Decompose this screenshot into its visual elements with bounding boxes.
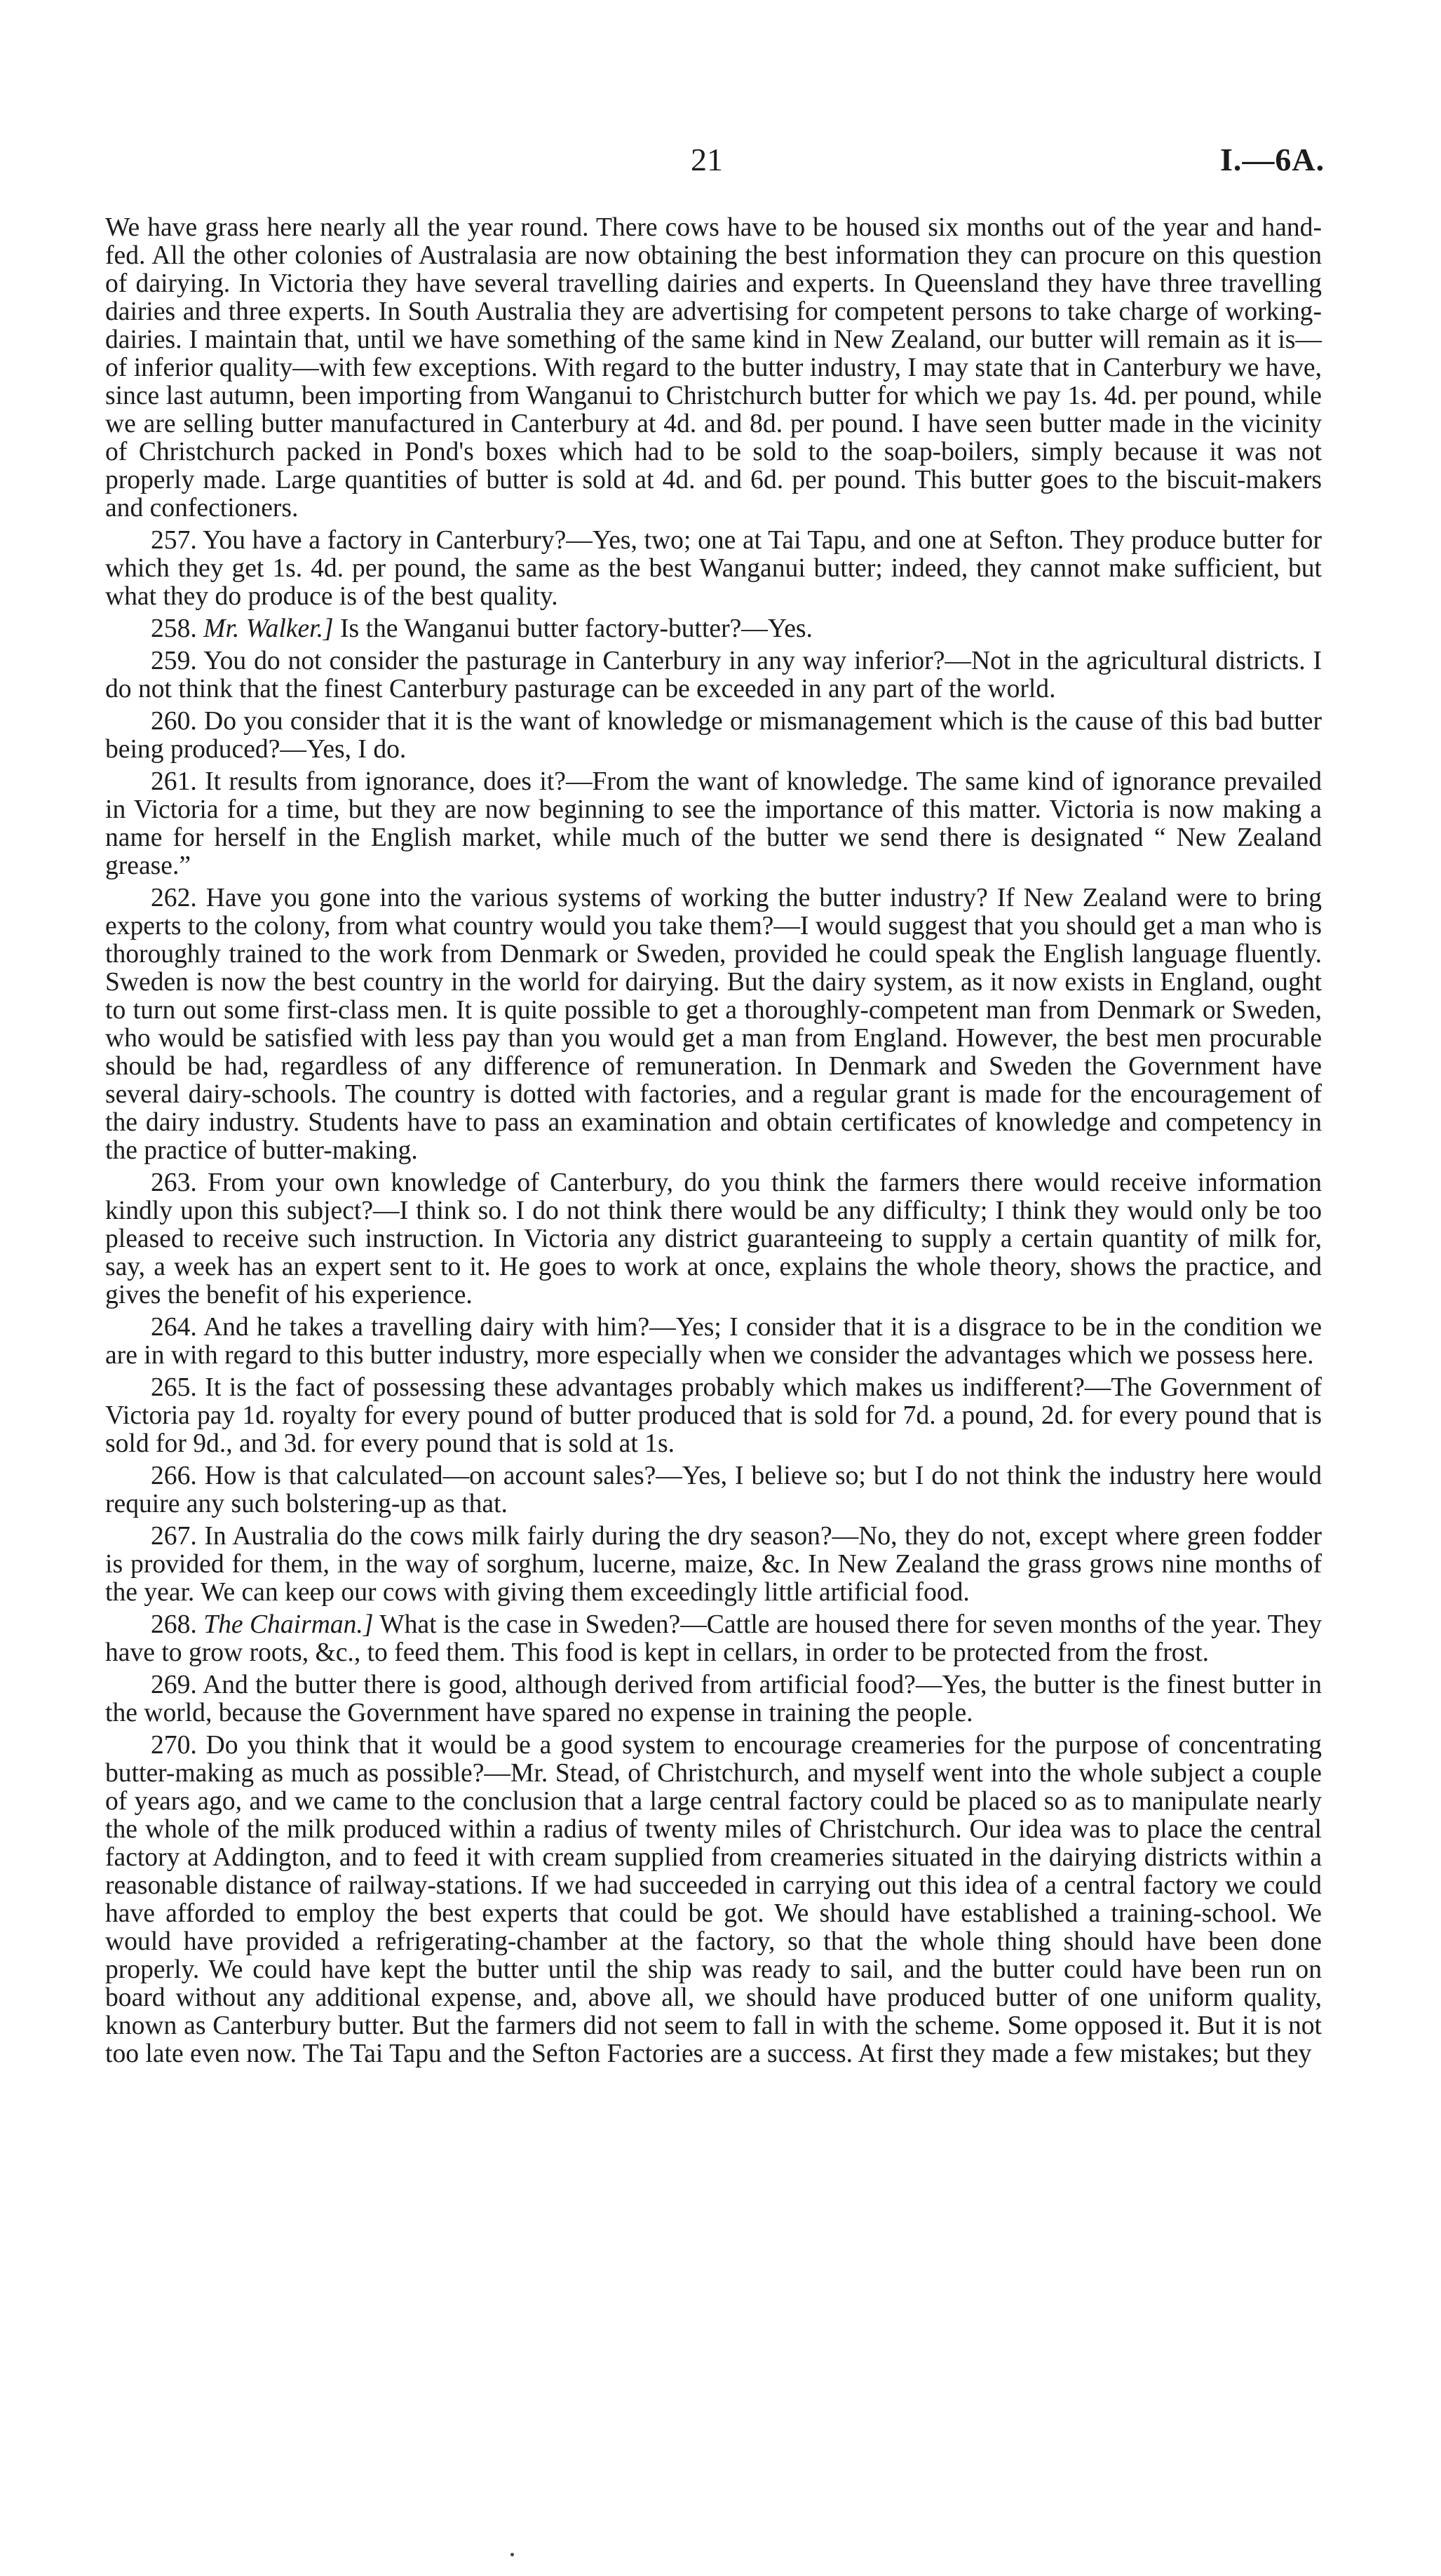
paragraph-265: 265. It is the fact of possessing these advantages probably which makes us indifferent?—The Government of Victoria pay 1d. royalty for every pound of butter produced that is sold for 7d. a pound, 2d. for every pound that is sold for 9d., and 3d. for every pound that is sold at 1s.: [105, 1373, 1322, 1458]
paragraph-text: Is the Wanganui butter factory-butter?—Yes.: [333, 614, 813, 643]
paragraph-text: What is the case in Sweden?—Cattle are housed there for seven months of the year. They have to grow roots, &c., to feed them. This food is kept in cellars, in order to be protected from the frost.: [105, 1610, 1322, 1667]
question-number: 258.: [151, 614, 197, 643]
print-speck: [510, 2553, 514, 2556]
paragraph-269: 269. And the butter there is good, although derived from artificial food?—Yes, the butter is the finest butter in the world, because the Government have spared no expense in training the people.: [105, 1671, 1322, 1727]
paragraph-261: 261. It results from ignorance, does it?—From the want of knowledge. The same kind of ignorance prevailed in Victoria for a time, but they are now beginning to see the importance of this matter. Victoria is now making a name for herself in the English market, while much of the butter we send there is designated “ New Zealand grease.”: [105, 767, 1322, 880]
speaker-label: The Chairman.]: [203, 1610, 374, 1639]
document-reference: I.—6A.: [1220, 142, 1325, 177]
paragraph-262: 262. Have you gone into the various systems of working the butter industry? If New Zealand were to bring experts to the colony, from what country would you take them?—I would suggest that you should get a man who is thoroughly trained to the work from Denmark or Sweden, provided he could speak the English language fluently. Sweden is now the best country in the world for dairying. But the dairy system, as it now exists in England, ought to turn out some first-class men. It is quite possible to get a thoroughly-competent man from Denmark or Sweden, who would be satisfied with less pay than you would get a man from England. However, the best men procurable should be had, regardless of any difference of remuneration. In Denmark and Sweden the Government have several dairy-schools. The country is dotted with factories, and a regular grant is made for the encouragement of the dairy industry. Students have to pass an examination and obtain certificates of knowledge and competency in the practice of butter-making.: [105, 884, 1322, 1165]
paragraph-260: 260. Do you consider that it is the want of knowledge or mismanagement which is the cause of this bad butter being produced?—Yes, I do.: [105, 707, 1322, 764]
paragraph-268: [105, 1611, 1322, 1667]
page-body: [105, 214, 1322, 2068]
paragraph-270: 270. Do you think that it would be a good system to encourage creameries for the purpose of concentrating butter-making as much as possible?—Mr. Stead, of Christchurch, and myself went into the whole subject a couple of years ago, and we came to the conclusion that a large central factory could be placed so as to manipulate nearly the whole of the milk produced within a radius of twenty miles of Christchurch. Our idea was to place the central factory at Addington, and to feed it with cream supplied from creameries situated in the dairying districts within a reasonable distance of railway-stations. If we had succeeded in carrying out this idea of a central factory we could have afforded to employ the best experts that could be got. We should have established a training-school. We would have provided a refrigerating-chamber at the factory, so that the whole thing should have been done properly. We could have kept the butter until the ship was ready to sail, and the butter could have been run on board without any additional expense, and, above all, we should have produced butter of one uniform quality, known as Canterbury butter. But the farmers did not seem to fall in with the scheme. Some opposed it. But it is not too late even now. The Tai Tapu and the Sefton Factories are a success. At first they made a few mistakes; but they: [105, 1731, 1322, 2068]
paragraph-264: 264. And he takes a travelling dairy with him?—Yes; I consider that it is a disgrace to be in the condition we are in with regard to this butter industry, more especially when we consider the advantages which we possess here.: [105, 1313, 1322, 1370]
paragraph-259: 259. You do not consider the pasturage in Canterbury in any way inferior?—Not in the agricultural districts. I do not think that the finest Canterbury pasturage can be exceeded in any part of the world.: [105, 647, 1322, 703]
question-number: 268.: [151, 1610, 197, 1639]
paragraph-258: [105, 615, 1322, 643]
paragraph-263: 263. From your own knowledge of Canterbury, do you think the farmers there would receive information kindly upon this subject?—I think so. I do not think there would be any difficulty; I think they would only be too pleased to receive such instruction. In Victoria any district guaranteeing to supply a certain quantity of milk for, say, a week has an expert sent to it. He goes to work at once, explains the whole theory, shows the practice, and gives the benefit of his experience.: [105, 1168, 1322, 1309]
paragraph-267: 267. In Australia do the cows milk fairly during the dry season?—No, they do not, except where green fodder is provided for them, in the way of sorghum, lucerne, maize, &c. In New Zealand the grass grows nine months of the year. We can keep our cows with giving them exceedingly little artificial food.: [105, 1522, 1322, 1607]
speaker-label: Mr. Walker.]: [203, 614, 334, 643]
page-number: 21: [691, 142, 723, 177]
paragraph-266: 266. How is that calculated—on account sales?—Yes, I believe so; but I do not think the industry here would require any such bolstering-up as that.: [105, 1462, 1322, 1518]
paragraph-257: 257. You have a factory in Canterbury?—Yes, two; one at Tai Tapu, and one at Sefton. They produce butter for which they get 1s. 4d. per pound, the same as the best Wanganui butter; indeed, they cannot make sufficient, but what they do produce is of the best quality.: [105, 526, 1322, 611]
paragraph-continued: We have grass here nearly all the year round. There cows have to be housed six months out of the year and hand-fed. All the other colonies of Australasia are now obtaining the best information they can procure on this question of dairying. In Victoria they have several travelling dairies and experts. In Queensland they have three travelling dairies and three experts. In South Australia they are advertising for competent persons to take charge of working-dairies. I maintain that, until we have something of the same kind in New Zealand, our butter will remain as it is—of inferior quality—with few exceptions. With regard to the butter industry, I may state that in Canterbury we have, since last autumn, been importing from Wanganui to Christchurch butter for which we pay 1s. 4d. per pound, while we are selling butter manufactured in Canterbury at 4d. and 8d. per pound. I have seen butter made in the vicinity of Christchurch packed in Pond's boxes which had to be sold to the soap-boilers, simply because it was not properly made. Large quantities of butter is sold at 4d. and 6d. per pound. This butter goes to the biscuit-makers and confectioners.: [105, 213, 1322, 522]
